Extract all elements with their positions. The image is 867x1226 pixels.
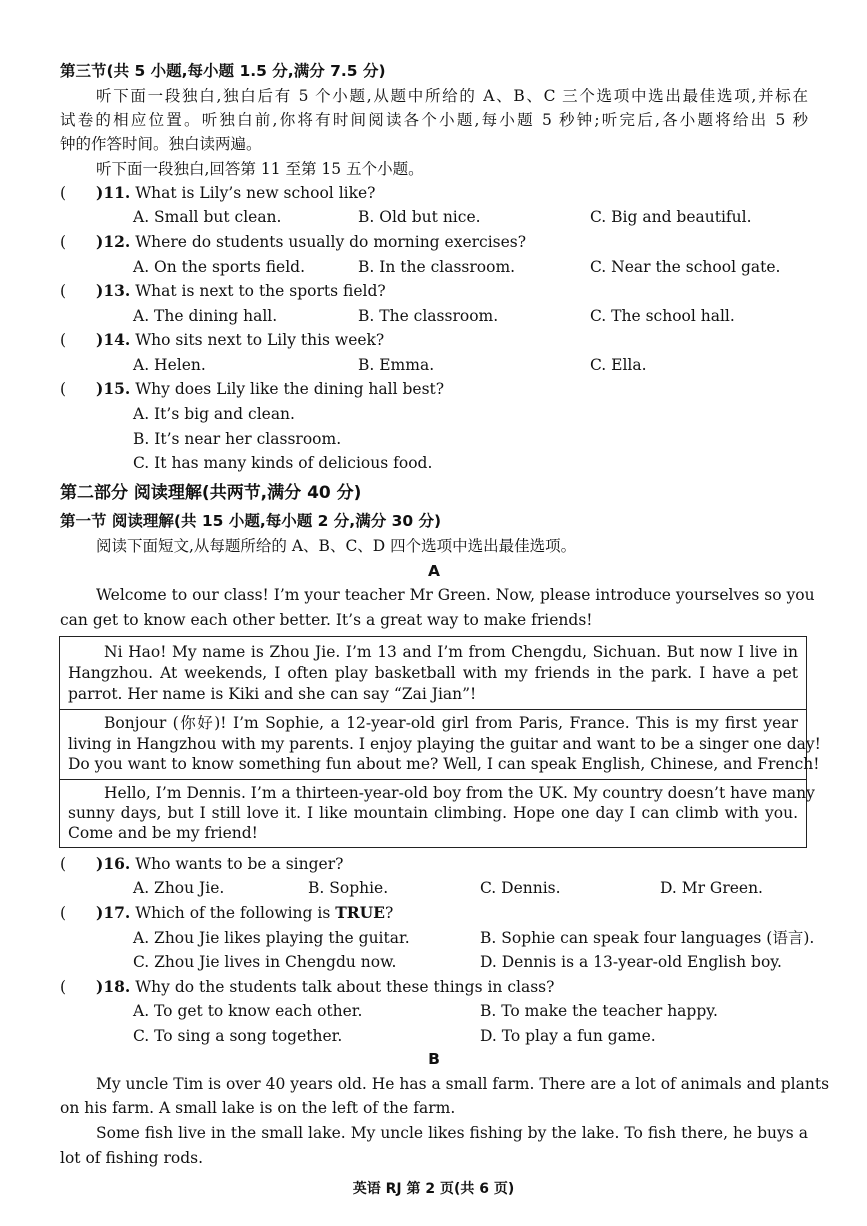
option-b[interactable]: B. Emma. — [358, 356, 435, 374]
option-a[interactable]: A. It’s big and clean. — [133, 405, 295, 423]
passage-a-intro-line1: Welcome to our class! I’m your teacher Mr Green. Now, please introduce yourselves so you — [96, 586, 815, 604]
answer-paren[interactable]: ( — [60, 282, 67, 300]
option-c[interactable]: C. Big and beautiful. — [590, 208, 752, 226]
box2-line1: Bonjour (你好)! I’m Sophie, a 12-year-old girl from Paris, France. This is my first year — [104, 714, 798, 732]
box2-line3: Do you want to know something fun about me? Well, I can speak English, Chinese, and French! — [68, 755, 820, 773]
question-text: Why do the students talk about these things in class? — [135, 978, 555, 996]
option-a[interactable]: A. The dining hall. — [133, 307, 278, 325]
passage-a-label: A — [428, 562, 440, 580]
option-c[interactable]: C. It has many kinds of delicious food. — [133, 454, 433, 472]
option-c[interactable]: C. To sing a song together. — [133, 1027, 343, 1045]
question-number: )15. — [96, 379, 131, 398]
option-b[interactable]: B. It’s near her classroom. — [133, 430, 342, 448]
option-c[interactable]: C. Near the school gate. — [590, 258, 781, 276]
option-c[interactable]: C. Zhou Jie lives in Chengdu now. — [133, 953, 397, 971]
question-text-post: ? — [384, 904, 394, 922]
option-a[interactable]: A. Small but clean. — [133, 208, 282, 226]
question-number: )17. — [96, 903, 131, 922]
answer-paren[interactable]: ( — [60, 331, 67, 349]
box-divider — [60, 779, 806, 780]
passage-b-p2-line1: Some fish live in the small lake. My uncle likes fishing by the lake. To fish there, he buys a — [96, 1124, 808, 1142]
question-text: What is next to the sports field? — [135, 282, 386, 300]
passage-b-p2-line2: lot of fishing rods. — [60, 1149, 204, 1167]
option-b[interactable]: B. Sophie. — [308, 879, 389, 897]
question-number: )13. — [96, 281, 131, 300]
section3-instr-line2: 试卷的相应位置。听独白前,你将有时间阅读各个小题,每小题 5 秒钟;听完后,各小题将给出 5 秒 — [60, 111, 808, 129]
question-number: )18. — [96, 977, 131, 996]
answer-paren[interactable]: ( — [60, 978, 67, 996]
option-d[interactable]: D. To play a fun game. — [480, 1027, 656, 1045]
answer-paren[interactable]: ( — [60, 184, 67, 202]
answer-paren[interactable]: ( — [60, 904, 67, 922]
part2-subheading: 第一节 阅读理解(共 15 小题,每小题 2 分,满分 30 分) — [60, 512, 442, 530]
question-text: What is Lily’s new school like? — [135, 184, 376, 202]
box3-line1: Hello, I’m Dennis. I’m a thirteen-year-old boy from the UK. My country doesn’t have many — [104, 784, 815, 802]
option-a[interactable]: A. Zhou Jie likes playing the guitar. — [133, 929, 410, 947]
option-b[interactable]: B. Old but nice. — [358, 208, 481, 226]
option-b[interactable]: B. The classroom. — [358, 307, 499, 325]
box3-line3: Come and be my friend! — [68, 824, 258, 842]
box3-line2: sunny days, but I still love it. I like mountain climbing. Hope one day I can climb with you. — [68, 804, 798, 822]
option-b[interactable]: B. In the classroom. — [358, 258, 516, 276]
section3-instr-line3: 钟的作答时间。独白读两遍。 — [60, 135, 262, 153]
question-text: Who sits next to Lily this week? — [135, 331, 385, 349]
option-a[interactable]: A. Helen. — [133, 356, 206, 374]
question-number: )12. — [96, 232, 131, 251]
option-b[interactable]: B. Sophie can speak four languages (语言). — [480, 929, 815, 947]
passage-b-label: B — [428, 1050, 440, 1068]
box1-line3: parrot. Her name is Kiki and she can say “Zai Jian”! — [68, 685, 477, 703]
option-a[interactable]: A. Zhou Jie. — [133, 879, 225, 897]
question-number: )11. — [96, 183, 131, 202]
passage-b-p1-line1: My uncle Tim is over 40 years old. He has a small farm. There are a lot of animals and plants — [96, 1075, 830, 1093]
page-footer: 英语 RJ 第 2 页(共 6 页) — [352, 1181, 515, 1197]
option-a[interactable]: A. On the sports field. — [133, 258, 306, 276]
section3-instr-line4: 听下面一段独白,回答第 11 至第 15 五个小题。 — [96, 160, 424, 178]
box-divider — [60, 709, 806, 710]
answer-paren[interactable]: ( — [60, 233, 67, 251]
answer-paren[interactable]: ( — [60, 855, 67, 873]
option-a[interactable]: A. To get to know each other. — [133, 1002, 363, 1020]
box1-line1: Ni Hao! My name is Zhou Jie. I’m 13 and I’m from Chengdu, Sichuan. But now I live in — [104, 643, 798, 661]
section3-heading: 第三节(共 5 小题,每小题 1.5 分,满分 7.5 分) — [60, 62, 386, 80]
passage-a-intro-line2: can get to know each other better. It’s a great way to make friends! — [60, 611, 593, 629]
option-d[interactable]: D. Mr Green. — [660, 879, 763, 897]
question-text: Where do students usually do morning exercises? — [135, 233, 527, 251]
option-c[interactable]: C. Dennis. — [480, 879, 561, 897]
question-number: )14. — [96, 330, 131, 349]
option-b[interactable]: B. To make the teacher happy. — [480, 1002, 718, 1020]
box1-line2: Hangzhou. At weekends, I often play basketball with my friends in the park. I have a pet — [68, 664, 798, 682]
question-text: Who wants to be a singer? — [135, 855, 344, 873]
part2-heading: 第二部分 阅读理解(共两节,满分 40 分) — [60, 483, 362, 503]
section3-instr-line1: 听下面一段独白,独白后有 5 个小题,从题中所给的 A、B、C 三个选项中选出最佳选项,并标在 — [96, 87, 808, 105]
option-c[interactable]: C. Ella. — [590, 356, 647, 374]
part2-instr: 阅读下面短文,从每题所给的 A、B、C、D 四个选项中选出最佳选项。 — [96, 537, 577, 555]
box2-line2: living in Hangzhou with my parents. I enjoy playing the guitar and want to be a singer one day! — [68, 735, 821, 753]
introductions-box — [59, 636, 821, 848]
answer-paren[interactable]: ( — [60, 380, 67, 398]
question-number: )16. — [96, 854, 131, 873]
option-d[interactable]: D. Dennis is a 13-year-old English boy. — [480, 953, 782, 971]
option-c[interactable]: C. The school hall. — [590, 307, 735, 325]
question-text-pre: Which of the following is — [135, 904, 336, 922]
passage-b-p1-line2: on his farm. A small lake is on the left of the farm. — [60, 1099, 456, 1117]
question-text: Why does Lily like the dining hall best? — [135, 380, 445, 398]
question-text-bold: TRUE — [335, 903, 385, 922]
